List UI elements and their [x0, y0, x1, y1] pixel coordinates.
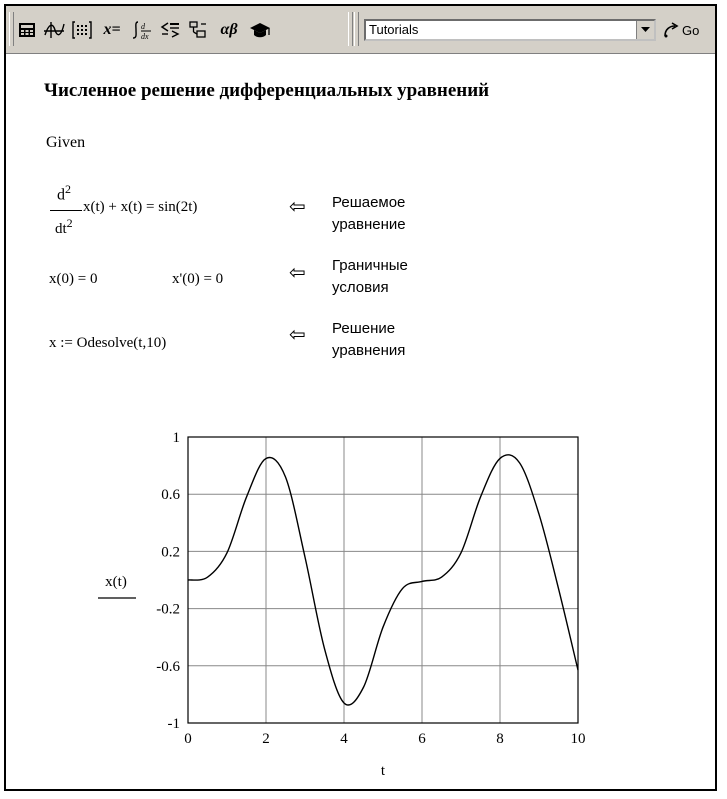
boolean-icon[interactable] — [158, 18, 182, 42]
given-keyword: Given — [46, 134, 86, 151]
y-tick-label: 0.2 — [161, 544, 180, 561]
svg-text:d: d — [141, 22, 145, 31]
plot-frame — [188, 437, 578, 723]
y-tick-label: 0.6 — [161, 487, 180, 504]
y-tick-label: -1 — [167, 716, 180, 732]
order-superscript: 2 — [66, 216, 73, 230]
caption-line: уравнение — [332, 216, 406, 233]
symbolic-icon[interactable] — [248, 18, 272, 42]
initial-condition-value[interactable]: x(0) = 0 — [49, 271, 98, 287]
go-button[interactable] — [662, 18, 710, 42]
matrix-icon[interactable] — [70, 18, 94, 42]
greek-icon[interactable]: αβ — [220, 21, 238, 38]
y-tick-label: -0.6 — [156, 658, 180, 675]
y-axis-label: x(t) — [105, 574, 127, 590]
solution-plot[interactable] — [6, 54, 715, 789]
series-line — [188, 455, 578, 705]
svg-text:dx: dx — [141, 32, 149, 40]
calculus-icon[interactable] — [130, 18, 154, 42]
go-label: Go — [682, 22, 700, 38]
math-toolbar — [6, 6, 715, 54]
d-symbol: d — [57, 186, 65, 204]
initial-condition-derivative[interactable]: x'(0) = 0 — [172, 271, 224, 287]
x-tick-label: 0 — [184, 731, 192, 747]
y-tick-label: -0.2 — [156, 601, 180, 618]
caption-line: Решение — [332, 320, 396, 337]
chevron-down-icon[interactable] — [636, 21, 654, 39]
programming-icon[interactable] — [186, 18, 210, 42]
x-tick-label: 10 — [570, 731, 586, 747]
x-tick-label: 4 — [340, 731, 348, 747]
x-tick-label: 8 — [496, 731, 504, 747]
equation-rhs: x(t) + x(t) = sin(2t) — [83, 199, 198, 215]
page-title: Численное решение дифференциальных уравнений — [44, 80, 490, 101]
worksheet — [6, 54, 715, 789]
x-tick-label: 2 — [262, 731, 270, 747]
tutorials-value: Tutorials — [369, 22, 419, 37]
calculator-icon[interactable] — [16, 18, 38, 42]
left-arrow-icon: ⇦ — [289, 260, 306, 284]
order-superscript: 2 — [65, 182, 71, 196]
caption-line: Решаемое — [332, 194, 406, 211]
odesolve-expression[interactable]: x := Odesolve(t,10) — [49, 335, 167, 351]
left-arrow-icon: ⇦ — [289, 322, 306, 346]
graph-icon[interactable] — [42, 18, 66, 42]
x-axis-label: t — [380, 763, 386, 779]
worksheet-window — [4, 4, 717, 791]
y-tick-label: 1 — [172, 430, 180, 446]
left-arrow-icon: ⇦ — [289, 194, 306, 218]
caption-line: уравнения — [332, 342, 406, 359]
evaluation-icon[interactable]: x= — [103, 21, 121, 38]
x-tick-label: 6 — [418, 731, 426, 747]
dt-symbol: dt — [55, 221, 67, 237]
toolbar-grip[interactable] — [348, 12, 353, 46]
caption-line: условия — [332, 279, 389, 296]
tutorials-dropdown[interactable] — [364, 19, 656, 41]
toolbar-grip[interactable] — [354, 12, 359, 46]
caption-line: Граничные — [332, 257, 408, 274]
go-icon — [662, 21, 680, 39]
toolbar-grip[interactable] — [9, 12, 14, 46]
